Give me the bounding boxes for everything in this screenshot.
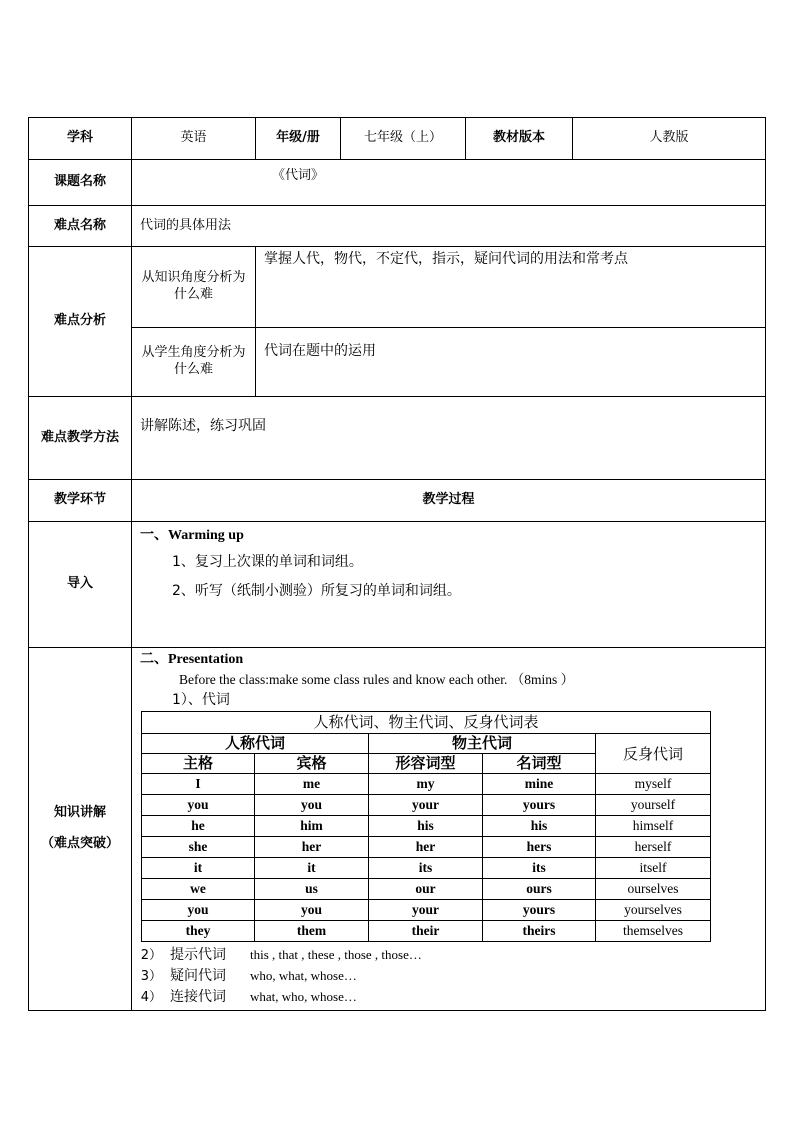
table-cell: yourselves bbox=[596, 900, 711, 921]
table-row bbox=[142, 837, 711, 858]
table-cell: myself bbox=[596, 774, 711, 795]
intro-label: 导入 bbox=[29, 522, 132, 648]
presentation-heading: 二、Presentation bbox=[140, 652, 244, 667]
table-cell: theirs bbox=[483, 921, 596, 942]
header-row bbox=[29, 118, 766, 160]
table-cell: ours bbox=[483, 879, 596, 900]
table-cell: your bbox=[369, 900, 483, 921]
table-cell: them bbox=[255, 921, 369, 942]
table-cell: her bbox=[369, 837, 483, 858]
table-cell: you bbox=[255, 900, 369, 921]
knowledge-sublabel: （难点突破） bbox=[40, 836, 119, 851]
table-cell: he bbox=[142, 816, 255, 837]
table-cell: hers bbox=[483, 837, 596, 858]
difficulty-label: 难点名称 bbox=[29, 206, 132, 247]
noun-form-header: 名词型 bbox=[483, 754, 596, 774]
list-item-num: 4） bbox=[140, 990, 162, 1005]
list-item-key: 疑问代词 bbox=[170, 968, 226, 984]
table-cell: herself bbox=[596, 837, 711, 858]
list-item-val: what, who, whose… bbox=[250, 989, 357, 1004]
pronoun-table bbox=[141, 711, 711, 942]
possessive-pronoun-header: 物主代词 bbox=[369, 734, 596, 754]
pronoun-item-1: 1）、代词 bbox=[172, 692, 230, 708]
knowledge-label-cell bbox=[29, 648, 132, 1011]
table-cell: I bbox=[142, 774, 255, 795]
lesson-plan-table bbox=[28, 117, 766, 1011]
method-row bbox=[29, 397, 766, 480]
table-row bbox=[142, 816, 711, 837]
table-cell: yours bbox=[483, 900, 596, 921]
list-item-num: 2） bbox=[140, 948, 162, 963]
list-item-key: 提示代词 bbox=[170, 947, 226, 963]
subject-label: 学科 bbox=[29, 118, 132, 160]
topic-row bbox=[29, 160, 766, 206]
intro-heading: 一、Warming up bbox=[140, 528, 244, 543]
table-row bbox=[142, 900, 711, 921]
table-cell: us bbox=[255, 879, 369, 900]
difficulty-value: 代词的具体用法 bbox=[132, 206, 766, 247]
table-cell: our bbox=[369, 879, 483, 900]
table-cell: its bbox=[483, 858, 596, 879]
table-cell: yourself bbox=[596, 795, 711, 816]
intro-item-1: 1、复习上次课的单词和词组。 bbox=[172, 554, 363, 570]
method-value: 讲解陈述，练习巩固 bbox=[132, 397, 766, 480]
stage-label: 教学环节 bbox=[29, 480, 132, 522]
grade-label: 年级/册 bbox=[256, 118, 341, 160]
table-cell: she bbox=[142, 837, 255, 858]
pronoun-table-title: 人称代词、物主代词、反身代词表 bbox=[142, 712, 711, 734]
table-cell: you bbox=[255, 795, 369, 816]
table-cell: you bbox=[142, 900, 255, 921]
reflexive-pronoun-header: 反身代词 bbox=[596, 734, 711, 774]
table-cell: they bbox=[142, 921, 255, 942]
table-cell: it bbox=[255, 858, 369, 879]
subject-value: 英语 bbox=[132, 118, 256, 160]
table-cell: it bbox=[142, 858, 255, 879]
table-cell: ourselves bbox=[596, 879, 711, 900]
table-cell: its bbox=[369, 858, 483, 879]
object-case-header: 宾格 bbox=[255, 754, 369, 774]
topic-cell bbox=[132, 160, 766, 206]
table-cell: their bbox=[369, 921, 483, 942]
table-cell: his bbox=[483, 816, 596, 837]
subject-case-header: 主格 bbox=[142, 754, 255, 774]
analysis-knowledge-row bbox=[29, 247, 766, 328]
list-item-val: who, what, whose… bbox=[250, 968, 357, 983]
personal-pronoun-header: 人称代词 bbox=[142, 734, 369, 754]
topic-label: 课题名称 bbox=[29, 160, 132, 206]
textbook-label: 教材版本 bbox=[466, 118, 573, 160]
knowledge-row bbox=[29, 648, 766, 1011]
table-cell: themselves bbox=[596, 921, 711, 942]
list-item-key: 连接代词 bbox=[170, 989, 226, 1005]
table-cell: you bbox=[142, 795, 255, 816]
list-item bbox=[132, 986, 765, 1007]
topic-value: 《代词》 bbox=[272, 168, 325, 183]
table-row bbox=[142, 858, 711, 879]
table-cell: itself bbox=[596, 858, 711, 879]
list-item bbox=[132, 965, 765, 986]
knowledge-label: 知识讲解 bbox=[53, 805, 106, 821]
table-cell: we bbox=[142, 879, 255, 900]
table-cell: mine bbox=[483, 774, 596, 795]
adjective-form-header: 形容词型 bbox=[369, 754, 483, 774]
textbook-value: 人教版 bbox=[573, 118, 766, 160]
analysis-label: 难点分析 bbox=[29, 247, 132, 397]
intro-item-2: 2、听写（纸制小测验）所复习的单词和词组。 bbox=[172, 583, 461, 599]
grade-value: 七年级（上） bbox=[341, 118, 466, 160]
table-cell: your bbox=[369, 795, 483, 816]
student-reason-value: 代词在题中的运用 bbox=[256, 328, 766, 397]
process-label: 教学过程 bbox=[132, 480, 766, 522]
table-cell: yours bbox=[483, 795, 596, 816]
before-class-text: Before the class:make some class rules and know each other. （8mins ） bbox=[179, 672, 575, 687]
difficulty-row bbox=[29, 206, 766, 247]
table-cell: himself bbox=[596, 816, 711, 837]
intro-content bbox=[132, 522, 766, 648]
process-header-row bbox=[29, 480, 766, 522]
knowledge-reason-label: 从知识角度分析为什么难 bbox=[132, 247, 256, 328]
list-item-num: 3） bbox=[140, 969, 162, 984]
pronoun-table-body bbox=[142, 774, 711, 942]
table-row bbox=[142, 879, 711, 900]
method-label: 难点教学方法 bbox=[29, 397, 132, 480]
table-row bbox=[142, 921, 711, 942]
student-reason-label: 从学生角度分析为什么难 bbox=[132, 328, 256, 397]
table-cell: her bbox=[255, 837, 369, 858]
table-cell: his bbox=[369, 816, 483, 837]
table-cell: him bbox=[255, 816, 369, 837]
knowledge-content bbox=[132, 648, 766, 1011]
list-item bbox=[132, 944, 765, 965]
knowledge-reason-value: 掌握人代，物代，不定代，指示，疑问代词的用法和常考点 bbox=[256, 247, 766, 328]
intro-row bbox=[29, 522, 766, 648]
table-cell: my bbox=[369, 774, 483, 795]
list-item-val: this , that , these , those , those… bbox=[250, 947, 422, 962]
table-row bbox=[142, 795, 711, 816]
pronoun-list bbox=[132, 944, 765, 1007]
table-cell: me bbox=[255, 774, 369, 795]
analysis-student-row bbox=[29, 328, 766, 397]
table-row bbox=[142, 774, 711, 795]
